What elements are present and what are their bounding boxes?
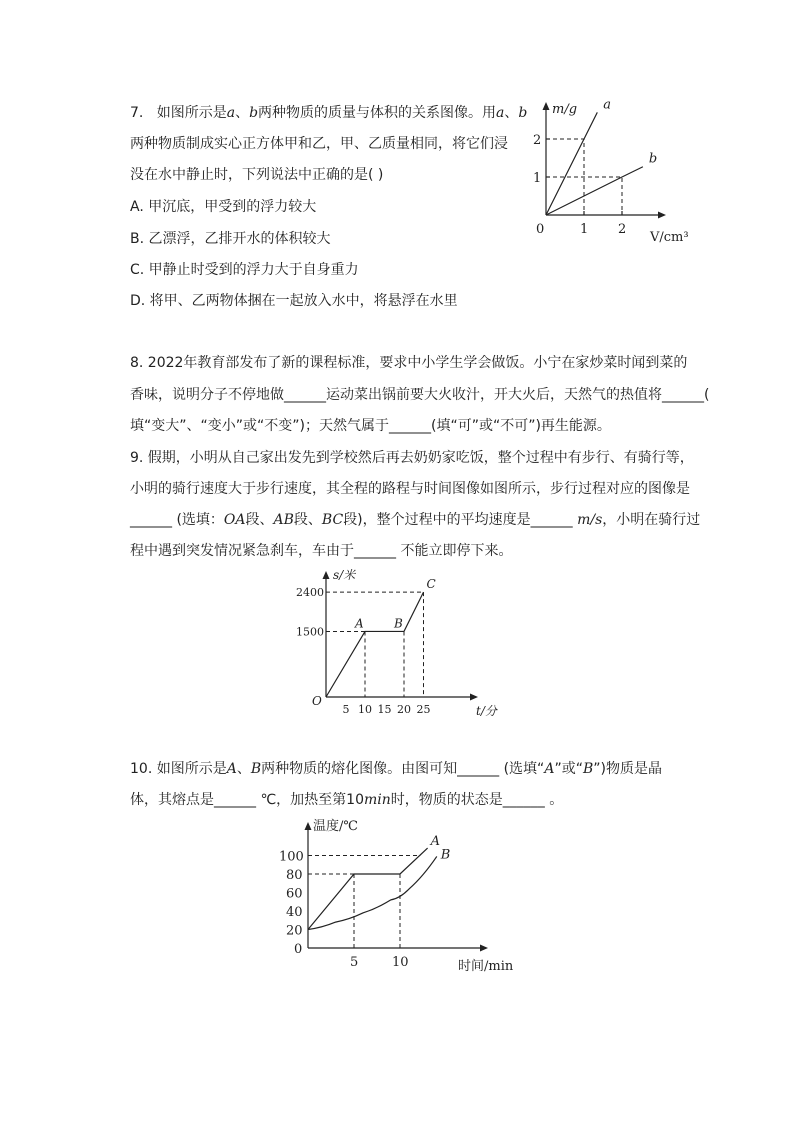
origin-label: O <box>312 694 322 708</box>
y-tick-label: 20 <box>286 923 303 939</box>
x-tick-label: 5 <box>350 955 359 970</box>
q7-option-b: B. 乙漂浮，乙排开水的体积较大 <box>130 231 331 247</box>
y-tick-label: 40 <box>286 905 303 920</box>
series-label-b: b <box>648 151 658 167</box>
x-tick-label: 5 <box>342 703 350 716</box>
q7-option-c: C. 甲静止时受到的浮力大于自身重力 <box>130 262 359 278</box>
q10-line-1: 10. 如图所示是A、B两种物质的熔化图像。由图可知______ (选填“A”或“B”)物质是晶 <box>130 761 662 777</box>
y-axis-label: s/米 <box>333 568 356 582</box>
y-tick-label: 80 <box>286 868 303 883</box>
origin-label: 0 <box>536 222 545 237</box>
q7-option-a: A. 甲沉底，甲受到的浮力较大 <box>130 199 317 215</box>
q7-number: 7. <box>130 105 144 121</box>
x-axis-arrow <box>658 212 666 219</box>
x-tick-label: 20 <box>397 703 411 716</box>
q7-line-3: 没在水中静止时，下列说法中正确的是( ) <box>130 167 384 183</box>
x-tick-label: 2 <box>618 222 627 237</box>
y-axis-arrow <box>305 822 312 830</box>
x-axis-arrow <box>470 694 478 701</box>
x-axis-label: V/cm³ <box>650 230 689 245</box>
mass-volume-chart <box>520 97 700 250</box>
point-label-A: A <box>355 616 364 631</box>
series-line-B <box>308 856 437 929</box>
melting-chart <box>270 812 530 977</box>
q9-line-3: ______ (选填：OA段、AB段、BC段)，整个过程中的平均速度是______ m/s，小明在骑行过 <box>130 512 701 528</box>
x-tick-label: 10 <box>358 703 372 716</box>
series-label-B: B <box>440 847 451 863</box>
point-label-B: B <box>394 616 403 631</box>
series-label-a: a <box>603 97 612 113</box>
y-tick-label: 60 <box>286 886 303 902</box>
x-tick-label: 15 <box>377 703 392 716</box>
y-axis-arrow <box>543 102 550 110</box>
x-tick-label: 10 <box>392 955 409 970</box>
q9-line-2: 小明的骑行速度大于步行速度，其全程的路程与时间图像如图所示，步行过程对应的图像是 <box>130 481 690 497</box>
y-tick-label: 100 <box>279 849 304 865</box>
y-tick-label: 1 <box>533 171 542 186</box>
x-tick-label: 25 <box>416 703 431 716</box>
y-axis-label: 温度/℃ <box>313 819 358 834</box>
q8-line-1: 8. 2022年教育部发布了新的课程标准，要求中小学生学会做饭。小宁在家炒菜时闻到菜的 <box>130 355 688 371</box>
x-axis-label: t/分 <box>476 704 497 718</box>
x-axis-arrow <box>480 945 488 952</box>
q9-line-1: 9. 假期，小明从自己家出发先到学校然后再去奶奶家吃饭，整个过程中有步行、有骑行等， <box>130 450 694 466</box>
y-tick-label: 0 <box>294 942 303 957</box>
q7-option-d: D. 将甲、乙两物体捆在一起放入水中，将悬浮在水里 <box>130 293 458 309</box>
point-label-C: C <box>426 577 436 592</box>
series-line-a <box>546 112 597 215</box>
y-tick-label: 1500 <box>296 625 324 639</box>
y-tick-label: 2400 <box>296 586 324 600</box>
series-line-b <box>546 167 643 215</box>
x-tick-label: 1 <box>580 222 589 237</box>
q8-line-2: 香味，说明分子不停地做______运动菜出锅前要大火收汁，开大火后，天然气的热值将______( <box>130 387 710 403</box>
q7-line-2: 两种物质制成实心正方体甲和乙，甲、乙质量相同，将它们浸 <box>130 136 508 152</box>
y-axis-arrow <box>323 571 330 579</box>
distance-time-chart <box>290 563 510 728</box>
q7-line-1: 7. 如图所示是a、b两种物质的质量与体积的关系图像。用a、b <box>130 105 528 121</box>
y-axis-label: m/g <box>552 102 578 117</box>
q10-line-2: 体，其熔点是______ ℃，加热至第10min时，物质的状态是______ 。 <box>130 792 564 808</box>
q9-line-4: 程中遇到突发情况紧急刹车，车由于______ 不能立即停下来。 <box>130 543 513 559</box>
x-axis-label: 时间/min <box>458 959 514 974</box>
series-label-A: A <box>430 834 440 850</box>
y-tick-label: 2 <box>533 133 542 148</box>
series-line-s-t <box>326 592 424 697</box>
q8-line-3: 填“变大”、“变小”或“不变”)；天然气属于______(填“可”或“不可”)再生能源。 <box>130 418 611 434</box>
